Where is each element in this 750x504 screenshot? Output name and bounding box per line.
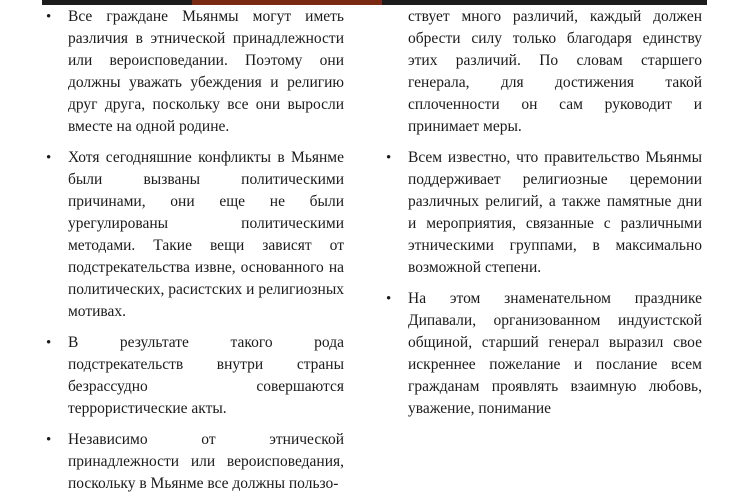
- list-item-text: В результате такого рода подстрекательств внутри страны безрассудно совершаются террористические акты.: [68, 334, 344, 417]
- list-item-continuation: [384, 6, 702, 138]
- bullet-icon: •: [46, 9, 52, 25]
- bullet-icon: •: [46, 150, 52, 166]
- list-item-text: Всем известно, что правительство Мьянмы поддерживает религиозные церемонии различных религий, а также памятные дни и мероприятия, связанные с различными этническими группами, в максимально возможной степени.: [408, 149, 702, 276]
- list-item: [44, 429, 344, 495]
- bullet-icon: •: [386, 291, 392, 307]
- list-item: [44, 332, 344, 420]
- left-column: [44, 6, 344, 504]
- bullet-icon: •: [46, 432, 52, 448]
- list-item-text: Все граждане Мьянмы могут иметь различия в этнической принадлежности или вероисповедании. Поэтому они должны уважать убеждения и религию друг друга, поскольку все они выросли вместе на одной родине.: [68, 8, 344, 135]
- list-item-text: ствует много различий, каждый должен обрести силу только благодаря единству этих различий. По словам старшего генерала, для достижения такой сплоченности он сам руководит и принимает меры.: [408, 8, 702, 135]
- right-column: [384, 6, 702, 429]
- list-item: [44, 147, 344, 323]
- list-item: [44, 6, 344, 138]
- list-item-text: На этом знаменательном празднике Дипавали, организованном индуистской общиной, старший генерал выразил свое искреннее пожелание и послание всем гражданам проявлять взаимную любовь, уважение, понимание: [408, 290, 702, 417]
- list-item: [384, 147, 702, 279]
- bullet-icon: •: [386, 150, 392, 166]
- bullet-icon: •: [46, 335, 52, 351]
- list-item-text: Независимо от этнической принадлежности или вероисповедания, поскольку в Мьянме все должны пользо-: [68, 431, 344, 492]
- list-item: [384, 288, 702, 420]
- list-item-text: Хотя сегодняшние конфликты в Мьянме были вызваны политическими причинами, они еще не были урегулированы политическими методами. Такие вещи зависят от подстрекательства извне, основанного на политических, расистских и религиозных мотивах.: [68, 149, 344, 320]
- header-image-strip: [42, 0, 707, 5]
- header-image-accent: [192, 0, 382, 5]
